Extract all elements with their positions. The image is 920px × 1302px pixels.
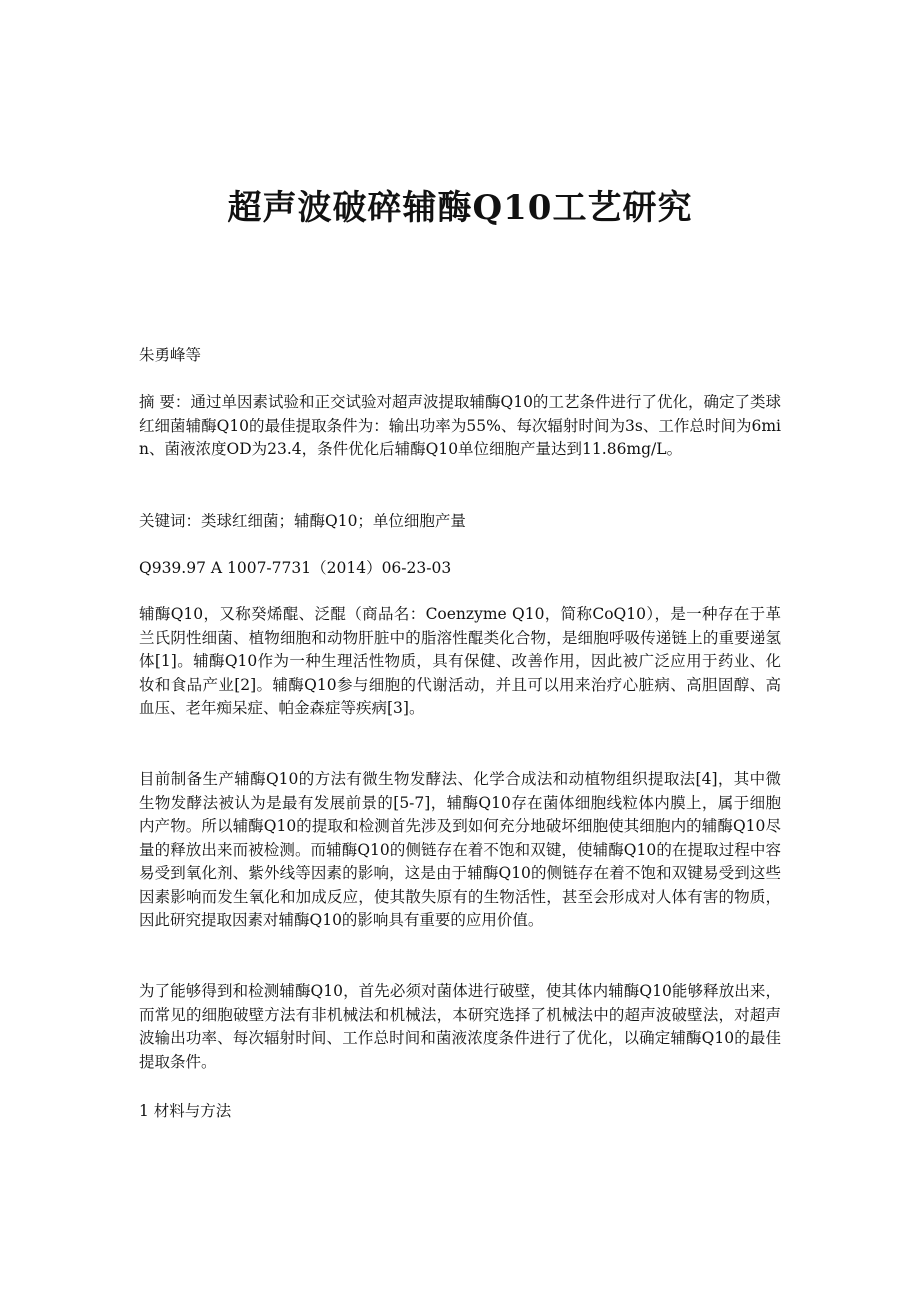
classification-line: Q939.97 A 1007-7731（2014）06-23-03 xyxy=(139,559,452,577)
body-paragraph-1: 辅酶Q10，又称癸烯醌、泛醌（商品名：Coenzyme Q10，简称CoQ10），是一种存在于革兰氏阴性细菌、植物细胞和动物肝脏中的脂溶性醌类化合物，是细胞呼吸传递链上的重要递氢体[1]。辅酶Q10作为一种生理活性物质，具有保健、改善作用，因此被广泛应用于药业、化妆和食品产业[2]。辅酶Q10参与细胞的代谢活动，并且可以用来治疗心脏病、高胆固醇、高血压、老年痴呆症、帕金森症等疾病[3]。 xyxy=(139,605,781,717)
body-paragraph-3: 为了能够得到和检测辅酶Q10，首先必须对菌体进行破壁，使其体内辅酶Q10能够释放出来，而常见的细胞破壁方法有非机械法和机械法，本研究选择了机械法中的超声波破壁法，对超声波输出功率、每次辐射时间、工作总时间和菌液浓度条件进行了优化，以确定辅酶Q10的最佳提取条件。 xyxy=(139,982,781,1071)
keywords-line: 关键词：类球红细菌；辅酶Q10；单位细胞产量 xyxy=(139,512,466,530)
body-paragraph-2: 目前制备生产辅酶Q10的方法有微生物发酵法、化学合成法和动植物组织提取法[4]，其中微生物发酵法被认为是最有发展前景的[5-7]，辅酶Q10存在菌体细胞线粒体内膜上，属于细胞内产物。所以辅酶Q10的提取和检测首先涉及到如何充分地破坏细胞使其细胞内的辅酶Q10尽量的释放出来而被检测。而辅酶Q10的侧链存在着不饱和双键，使辅酶Q10的在提取过程中容易受到氧化剂、紫外线等因素的影响，这是由于辅酶Q10的侧链存在着不饱和双键易受到这些因素影响而发生氧化和加成反应，使其散失原有的生物活性，甚至会形成对人体有害的物质，因此研究提取因素对辅酶Q10的影响具有重要的应用价值。 xyxy=(139,770,781,929)
abstract-paragraph: 摘 要：通过单因素试验和正交试验对超声波提取辅酶Q10的工艺条件进行了优化，确定了类球红细菌辅酶Q10的最佳提取条件为：输出功率为55%、每次辐射时间为3s、工作总时间为6min、菌液浓度OD为23.4，条件优化后辅酶Q10单位细胞产量达到11.86mg/L。 xyxy=(139,393,781,458)
section-heading: 1 材料与方法 xyxy=(139,1102,232,1120)
document-title: 超声波破碎辅酶Q10工艺研究 xyxy=(227,188,693,228)
author-line: 朱勇峰等 xyxy=(139,346,202,364)
